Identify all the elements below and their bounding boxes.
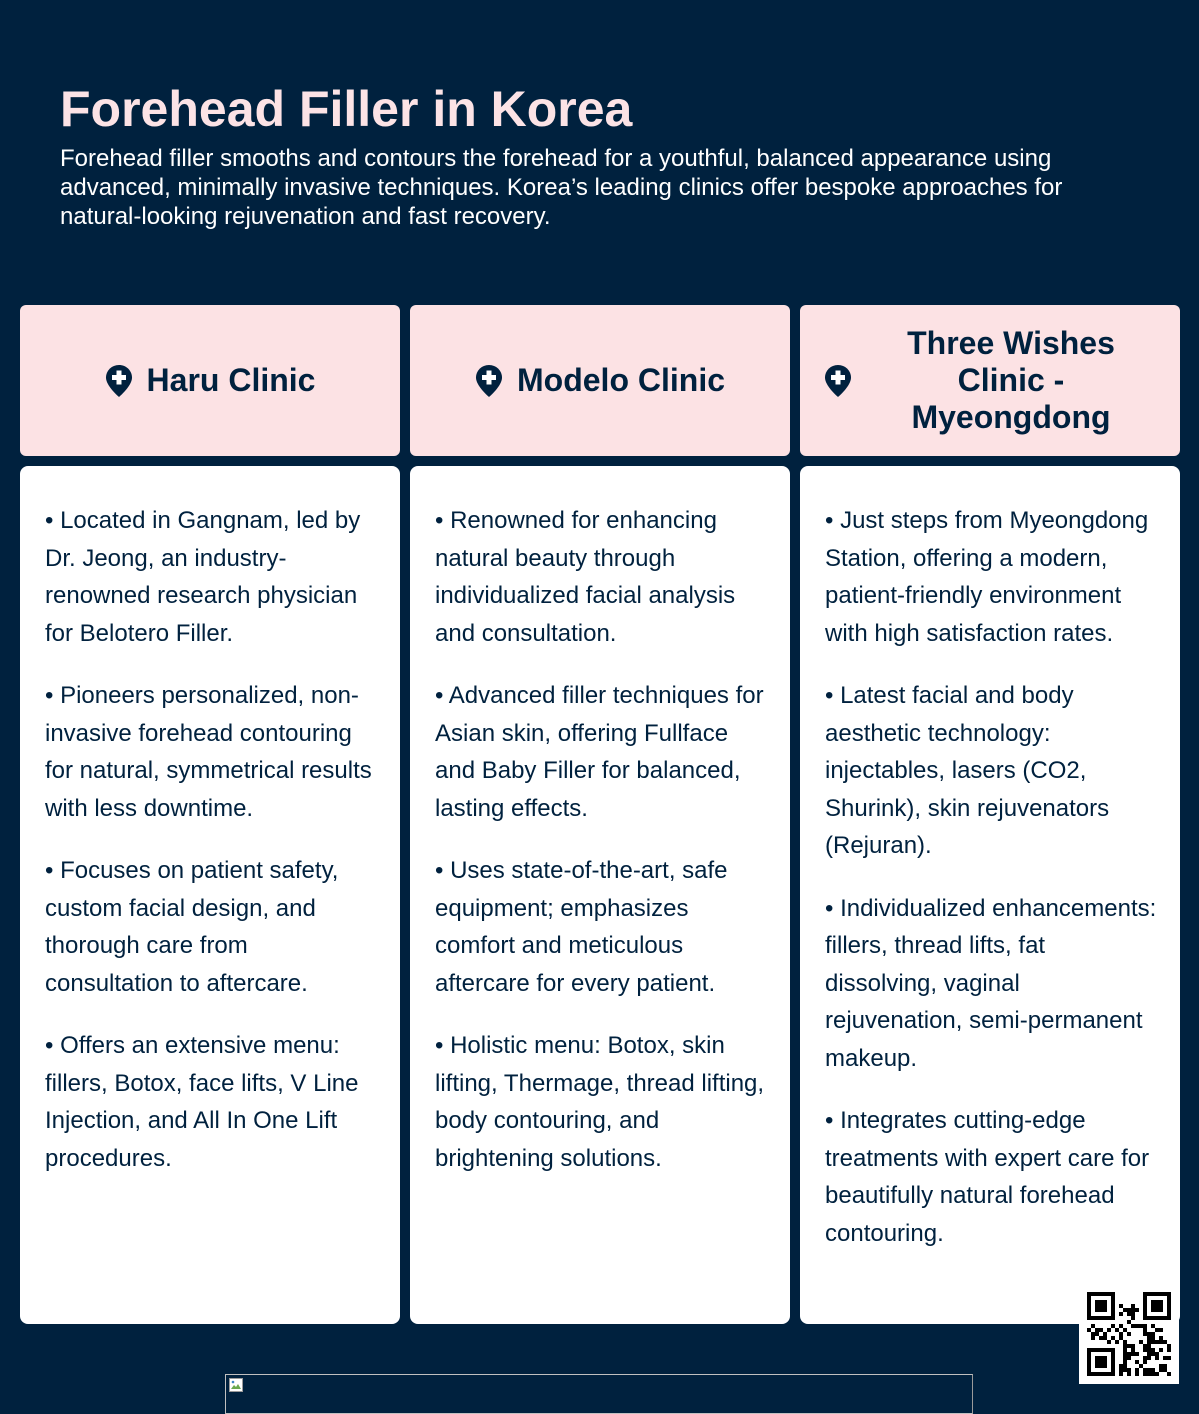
clinic-bullet: • Offers an extensive menu: fillers, Botox, face lifts, V Line Injection, and All In One Lift procedures. bbox=[45, 1032, 359, 1172]
clinic-name: Modelo Clinic bbox=[517, 362, 725, 398]
clinic-bullet: • Just steps from Myeongdong Station, offering a modern, patient-friendly environment with high satisfaction rates. bbox=[825, 507, 1149, 647]
clinic-bullet: • Individualized enhancements: fillers, thread lifts, fat dissolving, vaginal rejuvenation, semi-permanent makeup. bbox=[825, 894, 1157, 1072]
broken-image-icon bbox=[228, 1377, 244, 1393]
clinic-card-body bbox=[800, 466, 1180, 1324]
clinic-card-header bbox=[410, 305, 790, 456]
clinic-bullet: • Pioneers personalized, non-invasive forehead contouring for natural, symmetrical results with less downtime. bbox=[45, 682, 372, 822]
map-pin-plus-icon bbox=[475, 364, 503, 398]
clinic-card-body bbox=[410, 466, 790, 1324]
clinic-bullet: • Latest facial and body aesthetic technology: injectables, lasers (CO2, Shurink), skin rejuvenators (Rejuran). bbox=[825, 682, 1110, 859]
clinic-bullet: • Holistic menu: Botox, skin lifting, Thermage, thread lifting, body contouring, and brightening solutions. bbox=[435, 1032, 765, 1172]
map-pin-plus-icon bbox=[105, 364, 133, 398]
clinic-bullet: • Focuses on patient safety, custom facial design, and thorough care from consultation to aftercare. bbox=[45, 857, 339, 997]
map-pin-plus-icon bbox=[824, 364, 852, 398]
page-title: Forehead Filler in Korea bbox=[60, 81, 633, 137]
qr-code[interactable] bbox=[1079, 1284, 1179, 1384]
clinic-bullet: • Integrates cutting-edge treatments with expert care for beautifully natural forehead contouring. bbox=[825, 1107, 1150, 1247]
clinic-card-modelo bbox=[410, 305, 790, 1324]
clinic-name: Three Wishes Clinic - Myeongdong bbox=[907, 325, 1115, 435]
page-header bbox=[60, 80, 1150, 231]
bottom-banner-image[interactable] bbox=[225, 1374, 973, 1414]
clinic-bullet: • Renowned for enhancing natural beauty through individualized facial analysis and consultation. bbox=[435, 507, 736, 647]
clinic-card-header bbox=[800, 305, 1180, 456]
clinic-bullet: • Located in Gangnam, led by Dr. Jeong, an industry-renowned research physician for Belotero Filler. bbox=[45, 507, 361, 647]
clinic-card-header bbox=[20, 305, 400, 456]
clinic-name: Haru Clinic bbox=[146, 362, 316, 398]
clinic-card-three-wishes bbox=[800, 305, 1180, 1324]
page-subtitle: Forehead filler smooths and contours the forehead for a youthful, balanced appearance using advanced, minimally invasive techniques. Korea’s leading clinics offer bespoke approaches for natural-looking rejuvenation and fast recovery. bbox=[60, 145, 1063, 230]
qr-code-icon bbox=[1087, 1292, 1171, 1376]
clinic-bullet: • Advanced filler techniques for Asian skin, offering Fullface and Baby Filler for balanced, lasting effects. bbox=[435, 682, 764, 822]
clinic-card-body bbox=[20, 466, 400, 1324]
clinic-card-haru bbox=[20, 305, 400, 1324]
clinic-bullet: • Uses state-of-the-art, safe equipment; emphasizes comfort and meticulous aftercare for every patient. bbox=[435, 857, 728, 997]
